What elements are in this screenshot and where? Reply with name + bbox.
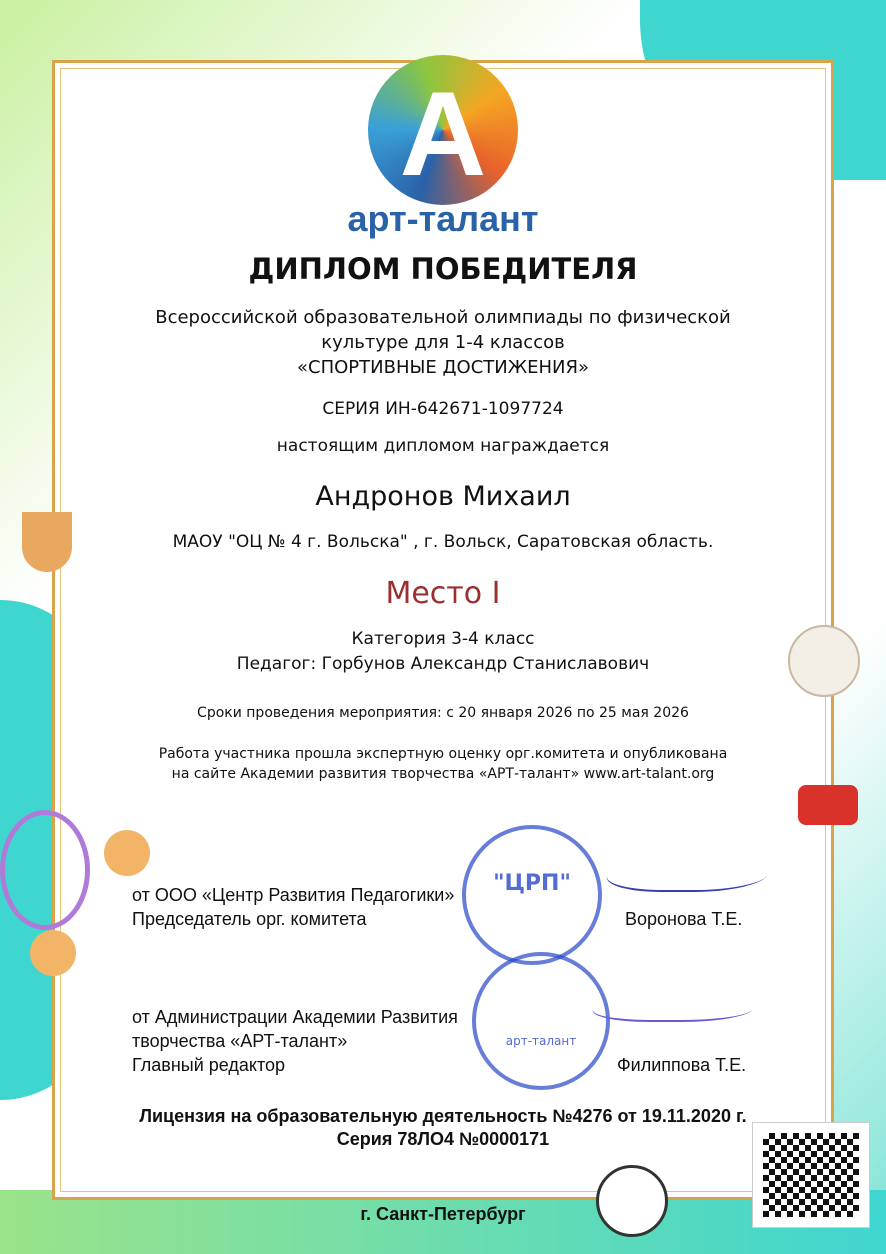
logo-emblem: A [368,55,518,205]
soccer-ball-icon [596,1165,668,1237]
page-title: ДИПЛОМ ПОБЕДИТЕЛЯ [248,252,638,286]
review-line: Работа участника прошла экспертную оценку орг.комитета и опубликована [158,746,728,762]
racket-icon [0,810,90,930]
signature-org: от ООО «Центр Развития Педагогики» [132,885,455,905]
whistle-icon [798,785,858,825]
school: МАОУ "ОЦ № 4 г. Вольска" , г. Вольск, Саратовская область. [172,532,714,552]
signature-name: Филиппова Т.Е. [617,1055,747,1075]
review-line: на сайте Академии развития творчества «АРТ-талант» www.art-talant.org [171,766,715,782]
signature-org: творчества «АРТ-талант» [132,1031,348,1051]
stamp-art-talant [472,952,610,1090]
qr-code[interactable] [752,1122,870,1228]
series: СЕРИЯ ИН-642671-1097724 [322,399,564,419]
volleyball-icon [788,625,860,697]
recipient-name: Андронов Михаил [315,481,571,512]
signature-role: Председатель орг. комитета [132,909,367,929]
signature-role: Главный редактор [132,1055,286,1075]
place: Место I [385,576,501,611]
stamp-text: "ЦРП" [493,871,571,896]
signature-name: Воронова Т.Е. [625,909,743,929]
awarded-text: настоящим дипломом награждается [276,436,610,456]
tennis-ball-icon [104,830,150,876]
city: г. Санкт-Петербург [360,1204,526,1224]
tennis-ball-icon [30,930,76,976]
event-line: культуре для 1-4 классов [321,332,565,353]
stamp-text: арт-талант [505,1034,577,1048]
trophy-icon [22,512,72,572]
teacher: Педагог: Горбунов Александр Станиславович [236,654,650,674]
logo-text: арт-талант [347,198,539,239]
stamp-crp [462,825,602,965]
event-line: «СПОРТИВНЫЕ ДОСТИЖЕНИЯ» [297,357,589,378]
license-line: Лицензия на образовательную деятельность №4276 от 19.11.2020 г. [139,1106,747,1126]
event-line: Всероссийской образовательной олимпиады по физической [155,307,731,328]
license-line: Серия 78ЛО4 №0000171 [336,1129,550,1149]
signature-org: от Администрации Академии Развития [132,1007,458,1027]
category: Категория 3-4 класс [351,629,535,649]
event-dates: Сроки проведения мероприятия: с 20 января 2026 по 25 мая 2026 [197,705,689,721]
